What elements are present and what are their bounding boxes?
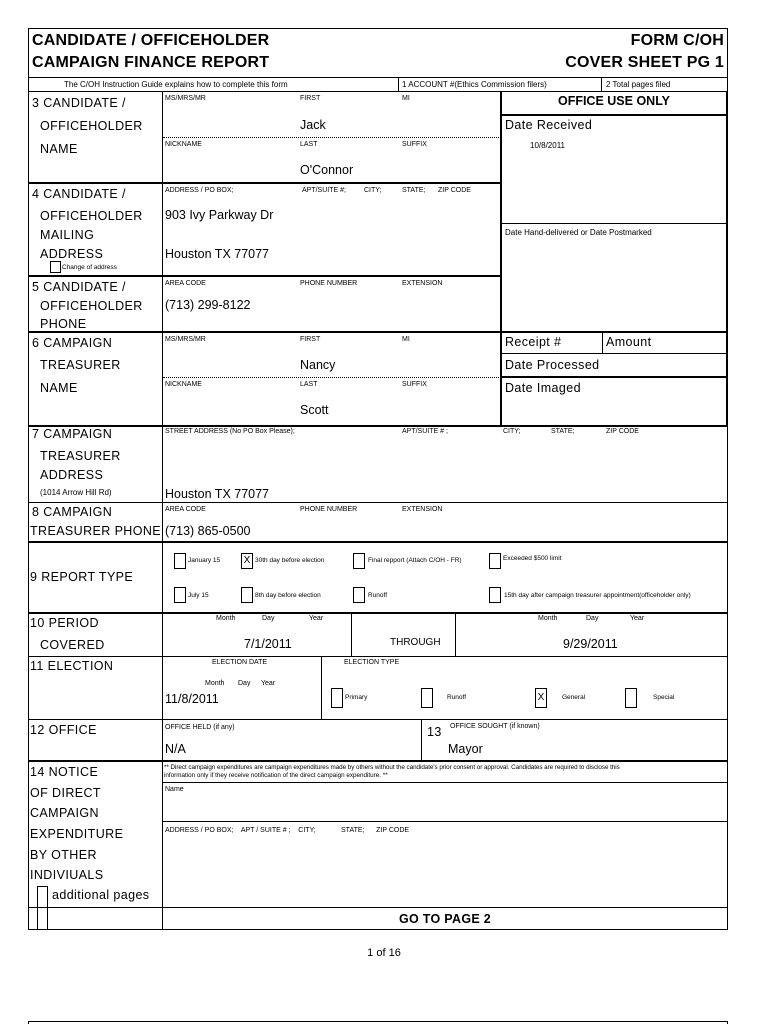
section8-label-line1: 8 CAMPAIGN — [32, 505, 113, 519]
period-to-year-col: Year — [630, 615, 645, 622]
cand-phone-value[interactable]: (713) 299-8122 — [165, 298, 251, 312]
notice-name-label: Name — [165, 786, 184, 793]
taddr-col-city: CITY; — [503, 428, 521, 435]
cand-first-name[interactable]: Jack — [300, 118, 326, 132]
additional-pages-checkbox[interactable] — [37, 886, 46, 905]
cand-prefix-col: MS/MRS/MR — [165, 95, 206, 102]
office-held-label: OFFICE HELD (if any) — [165, 724, 235, 731]
addr-col-apt: APT/SUITE #; — [302, 187, 346, 194]
date-imaged-label: Date Imaged — [505, 381, 581, 395]
report-type-final-checkbox[interactable] — [353, 553, 365, 569]
taddr-col-state: STATE; — [551, 428, 575, 435]
section14-label-line4: EXPENDITURE — [30, 827, 124, 841]
section14-label-line1: 14 NOTICE — [30, 765, 99, 779]
section7-label-line3: ADDRESS — [40, 468, 104, 482]
cand-first-col: FIRST — [300, 95, 321, 102]
report-type-15th-day-checkbox[interactable] — [489, 587, 501, 603]
election-type-label: ELECTION TYPE — [344, 659, 400, 666]
section11-label: 11 ELECTION — [30, 659, 114, 673]
section7-label-line2: TREASURER — [40, 449, 121, 463]
section4-label-line3: MAILING — [40, 228, 95, 242]
hand-delivered-label: Date Hand-delivered or Date Postmarked — [505, 228, 652, 237]
section12-label: 12 OFFICE — [30, 723, 97, 737]
cphone-col-area: AREA CODE — [165, 280, 206, 287]
section8-label-line2: TREASURER PHONE — [30, 524, 162, 538]
notice-footnote-line2: information only if they receive notification of the direct campaign expenditure. ** — [164, 772, 388, 779]
section6-label-line3: NAME — [40, 381, 78, 395]
go-to-page-2: GO TO PAGE 2 — [398, 912, 492, 926]
election-special-checkbox[interactable] — [625, 688, 637, 708]
section7-label-line1: 7 CAMPAIGN — [32, 427, 113, 441]
election-runoff-checkbox[interactable] — [421, 688, 433, 708]
sheet-label: COVER SHEET PG 1 — [565, 54, 724, 71]
treas-first-col: FIRST — [300, 336, 321, 343]
report-type-jul15-label: July 15 — [188, 592, 209, 599]
change-of-address-checkbox[interactable] — [50, 261, 61, 273]
taddr-col-street: STREET ADDRESS (No PO Box Please); — [165, 428, 295, 435]
period-from-month-col: Month — [216, 615, 236, 622]
section14-label-line2: OF DIRECT — [30, 786, 101, 800]
tphone-col-area: AREA CODE — [165, 506, 206, 513]
report-type-8th-day-checkbox[interactable] — [241, 587, 253, 603]
section13-number: 13 — [427, 725, 442, 739]
report-type-30th-day-checkbox[interactable]: X — [241, 553, 253, 569]
section4-label-line4: ADDRESS — [40, 247, 104, 261]
treas-last-col: LAST — [300, 381, 318, 388]
total-pages-label: 2 Total pages filed — [606, 80, 671, 89]
cphone-col-ext: EXTENSION — [402, 280, 443, 287]
notice-footnote-line1: ** Direct campaign expenditures are campaign expenditures made by others without the candidate's prior consent or approval. Candidates are required to disclose this — [164, 764, 620, 771]
treas-address-value[interactable]: Houston TX 77077 — [165, 487, 270, 501]
form-title-line2: CAMPAIGN FINANCE REPORT — [32, 54, 270, 71]
date-processed-label: Date Processed — [505, 358, 600, 372]
report-type-jan15-checkbox[interactable] — [174, 553, 186, 569]
amount-label: Amount — [606, 335, 652, 349]
section4-label-line1: 4 CANDIDATE / — [32, 187, 126, 201]
taddr-col-zip: ZIP CODE — [606, 428, 639, 435]
section6-label-line2: TREASURER — [40, 358, 121, 372]
cand-mi-col: MI — [402, 95, 410, 102]
report-type-runoff-label: Runoff — [368, 592, 388, 599]
section5-label-line2: OFFICEHOLDER — [40, 299, 143, 313]
tphone-col-phone: PHONE NUMBER — [300, 506, 358, 513]
addr-col-address: ADDRESS / PO BOX; — [165, 187, 234, 194]
report-type-jul15-checkbox[interactable] — [174, 587, 186, 603]
report-type-final-label: Final repport (Attach C/OH - FR) — [368, 557, 462, 564]
period-to-day-col: Day — [586, 615, 599, 622]
office-sought-label: OFFICE SOUGHT (if known) — [450, 723, 540, 730]
through-label: THROUGH — [390, 637, 441, 648]
period-from-value[interactable]: 7/1/2011 — [244, 637, 292, 651]
cand-suffix-col: SUFFIX — [402, 141, 427, 148]
addr-col-state: STATE; — [402, 187, 426, 194]
section5-label-line3: PHONE — [40, 317, 87, 331]
notice-address-label: ADDRESS / PO BOX; APT / SUITE # ; CITY; STATE; ZIP CODE — [165, 827, 410, 834]
report-type-exceeded-checkbox[interactable] — [489, 553, 501, 569]
treas-phone-value[interactable]: (713) 865-0500 — [165, 524, 251, 538]
section3-label-line3: NAME — [40, 142, 78, 156]
election-date-value[interactable]: 11/8/2011 — [165, 692, 219, 706]
section14-label-line5: BY OTHER — [30, 848, 97, 862]
section5-label-line1: 5 CANDIDATE / — [32, 280, 126, 294]
instruction-text: The C/OH Instruction Guide explains how to complete this form — [64, 80, 288, 89]
election-month-col: Month — [205, 680, 225, 687]
office-sought-value[interactable]: Mayor — [448, 742, 483, 756]
election-day-col: Day — [238, 680, 251, 687]
report-type-15th-day-label: 15th day after campaign treasurer appointment(officeholder only) — [504, 592, 691, 599]
section3-label-line2: OFFICEHOLDER — [40, 119, 143, 133]
section10-label-line1: 10 PERIOD — [30, 616, 99, 630]
section6-label-line1: 6 CAMPAIGN — [32, 336, 113, 350]
treas-prefix-col: MS/MRS/MR — [165, 336, 206, 343]
addr-col-city: CITY; — [364, 187, 382, 194]
section3-label-line1: 3 CANDIDATE / — [32, 96, 126, 110]
form-title-line1: CANDIDATE / OFFICEHOLDER — [32, 32, 270, 49]
addr-col-zip: ZIP CODE — [438, 187, 471, 194]
election-primary-label: Primary — [345, 694, 368, 701]
treas-nickname-col: NICKNAME — [165, 381, 202, 388]
report-type-exceeded-label: Exceeded $500 limit — [503, 555, 562, 562]
additional-pages-label: additional pages — [52, 888, 150, 902]
date-received-label: Date Received — [505, 118, 593, 132]
section14-label-line3: CAMPAIGN — [30, 806, 99, 820]
election-primary-checkbox[interactable] — [331, 688, 343, 708]
report-type-30th-day-label: 30th day before election — [255, 557, 325, 564]
election-special-label: Special — [653, 694, 675, 701]
election-runoff-label: Runoff — [447, 694, 467, 701]
tphone-col-ext: EXTENSION — [402, 506, 443, 513]
section4-label-line2: OFFICEHOLDER — [40, 209, 143, 223]
period-to-month-col: Month — [538, 615, 558, 622]
cand-nickname-col: NICKNAME — [165, 141, 202, 148]
page-number: 1 of 16 — [367, 947, 401, 959]
cand-address-line2[interactable]: Houston TX 77077 — [165, 247, 270, 261]
election-general-label: General — [562, 694, 586, 701]
report-type-runoff-checkbox[interactable] — [353, 587, 365, 603]
cphone-col-phone: PHONE NUMBER — [300, 280, 358, 287]
period-from-day-col: Day — [262, 615, 275, 622]
date-received-value[interactable]: 10/8/2011 — [530, 141, 565, 150]
election-general-checkbox[interactable]: X — [535, 688, 547, 708]
period-from-year-col: Year — [309, 615, 324, 622]
change-of-address-label: Change of address — [62, 264, 117, 271]
treas-street-note: (1014 Arrow Hill Rd) — [40, 488, 112, 497]
office-use-title: OFFICE USE ONLY — [557, 94, 671, 108]
election-year-col: Year — [261, 680, 276, 687]
report-type-jan15-label: January 15 — [188, 557, 221, 564]
office-held-value[interactable]: N/A — [165, 742, 186, 756]
period-to-value[interactable]: 9/29/2011 — [563, 637, 618, 651]
section10-label-line2: COVERED — [40, 638, 105, 652]
account-number-label: 1 ACCOUNT #(Ethics Commission filers) — [402, 80, 547, 89]
taddr-col-apt: APT/SUITE # ; — [402, 428, 448, 435]
cand-last-name[interactable]: O'Connor — [300, 163, 354, 177]
receipt-label: Receipt # — [505, 335, 562, 349]
form-id: FORM C/OH — [630, 32, 724, 49]
treas-suffix-col: SUFFIX — [402, 381, 427, 388]
section14-label-line6: INDIVIUALS — [30, 868, 104, 882]
cand-address-line1[interactable]: 903 Ivy Parkway Dr — [165, 208, 274, 222]
report-type-8th-day-label: 8th day before election — [255, 592, 321, 599]
treas-first-name[interactable]: Nancy — [300, 358, 336, 372]
cand-last-col: LAST — [300, 141, 318, 148]
section9-label: 9 REPORT TYPE — [30, 570, 134, 584]
election-date-label: ELECTION DATE — [212, 659, 268, 666]
treas-last-name[interactable]: Scott — [300, 403, 329, 417]
treas-mi-col: MI — [402, 336, 410, 343]
